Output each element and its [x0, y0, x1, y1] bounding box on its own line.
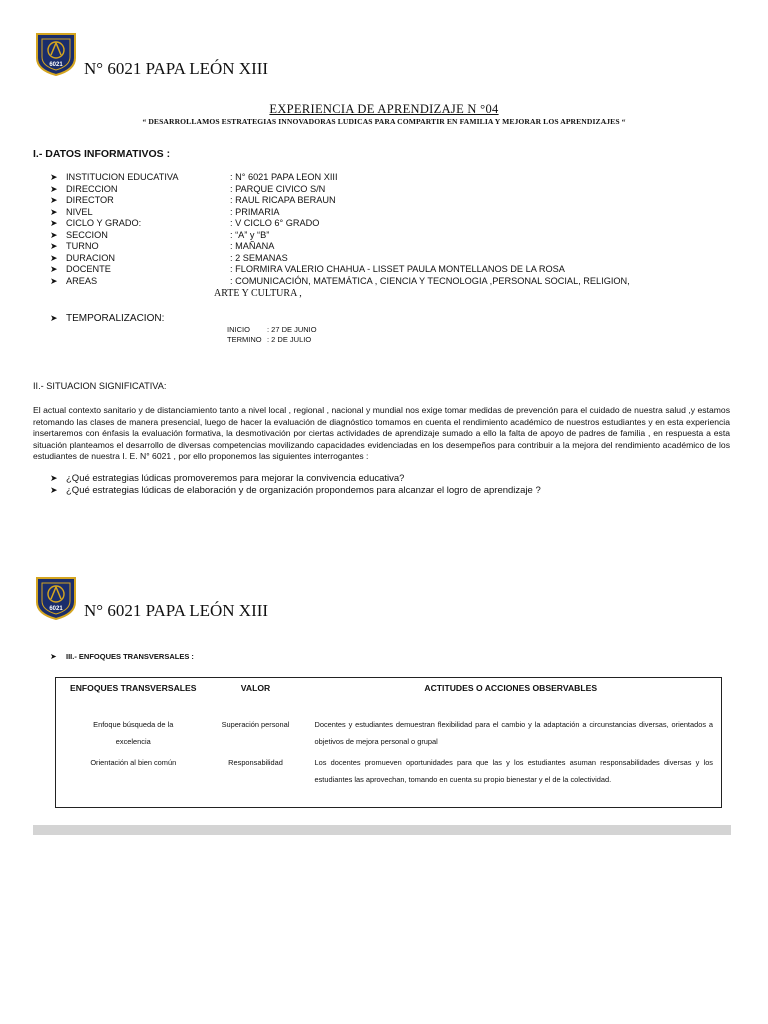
arrow-bullet-icon: ➤	[50, 206, 58, 217]
arrow-bullet-icon: ➤	[50, 275, 58, 286]
datos-label: AREAS	[66, 275, 98, 286]
actitudes-cell: Docentes y estudiantes demuestran flexibilidad para el cambio y la adaptación a circunstancias diversas, orientados a objetivos de mejora personal o grupal	[314, 719, 713, 746]
datos-row	[50, 183, 326, 196]
arrow-bullet-icon: ➤	[50, 172, 58, 182]
enfoques-heading: III.- ENFOQUES TRANSVERSALES :	[66, 652, 194, 661]
school-logo-2	[33, 574, 79, 625]
temporalizacion-label: TEMPORALIZACION:	[66, 313, 165, 324]
arrow-bullet-icon: ➤	[50, 183, 58, 194]
datos-label: NIVEL	[66, 206, 93, 217]
school-title: N° 6021 PAPA LEÓN XIII	[84, 59, 269, 78]
question-text: ¿Qué estrategias lúdicas de elaboración y de organización propondemos para alcanzar el logro de aprendizaje ?	[66, 485, 541, 496]
enfoque-cell: Orientación al bien común	[90, 757, 177, 767]
arrow-bullet-icon: ➤	[50, 252, 58, 263]
termino-value: : 2 DE JULIO	[267, 335, 312, 344]
datos-value: : PARQUE CIVICO S/N	[230, 183, 326, 194]
datos-label: DIRECTOR	[66, 195, 114, 205]
datos-label: SECCION	[66, 229, 108, 240]
experience-subtitle: “ DESARROLLAMOS ESTRATEGIAS INNOVADORAS LUDICAS PARA COMPARTIR EN FAMILIA Y MEJORAR LOS APRENDIZAJES “	[142, 117, 626, 126]
datos-value: : RAUL RICAPA BERAUN	[230, 195, 336, 205]
logo-number: 6021	[49, 62, 63, 68]
datos-value: : MAÑANA	[230, 241, 275, 251]
inicio-label: INICIO	[227, 325, 250, 334]
datos-label: TURNO	[66, 241, 99, 251]
situacion-paragraph: El actual contexto sanitario y de distanciamiento tanto a nivel local , regional , nacional y mundial nos exige tomar medidas de prevención para el cuidado de nuestra salud ,y estamos retomando las clases de manera presencial, luego de hacer la evaluación de diagnóstico tomamos en cuenta el rendimiento académico de nuestros estudiantes y en esta experiencia insertaremos con énfasis la evaluación formativa, la desmotivación por ciertas actividades de aprendizaje sumado a ello la falta de apoyo de padres de familia , en respuesta a esta situación planteamos el desarrollo de diversas competencias movilizando capacidades evidenciadas en los desempeños para contribuir a la mejora del rendimiento académico de los estudiantes de nuestra I. E. N° 6021 , por ello proponemos las siguientes interrogantes :	[33, 405, 730, 462]
areas-extra: ARTE Y CULTURA ,	[214, 288, 302, 299]
datos-label: DOCENTE	[66, 264, 111, 274]
temporalizacion-row	[50, 313, 164, 324]
termino-label: TERMINO	[227, 335, 262, 344]
question-item	[50, 473, 404, 484]
logo-number: 6021	[49, 606, 63, 612]
table-header-row	[56, 678, 722, 716]
inicio-value: : 27 DE JUNIO	[267, 325, 317, 334]
datos-row	[50, 195, 336, 207]
arrow-bullet-icon: ➤	[50, 313, 58, 323]
datos-value: : COMUNICACIÓN, MATEMÁTICA , CIENCIA Y TECNOLOGIA ,PERSONAL SOCIAL, RELIGION,	[230, 275, 630, 286]
experience-title: EXPERIENCIA DE APRENDIZAJE N °04	[269, 102, 499, 116]
datos-value: : FLORMIRA VALERIO CHAHUA - LISSET PAULA MONTELLANOS DE LA ROSA	[230, 264, 565, 274]
page-separator-bar	[33, 825, 731, 835]
dates-block	[227, 325, 317, 345]
datos-value: : 2 SEMANAS	[230, 252, 288, 263]
datos-label: DIRECCION	[66, 183, 118, 194]
school-crest-icon	[33, 30, 79, 76]
datos-row	[50, 206, 280, 219]
arrow-bullet-icon: ➤	[50, 652, 57, 661]
valor-cell: Responsabilidad	[228, 757, 283, 767]
arrow-bullet-icon: ➤	[50, 485, 58, 495]
arrow-bullet-icon: ➤	[50, 473, 58, 483]
table-row	[56, 716, 722, 754]
datos-row	[50, 229, 270, 242]
enfoques-table	[55, 677, 722, 808]
datos-row	[50, 264, 565, 276]
school-crest-icon	[33, 574, 79, 620]
actitudes-cell: Los docentes promueven oportunidades para que las y los estudiantes asuman responsabilidades diversas y los estudiantes las aprovechan, tomando en cuenta su propio bienestar y el de la colectividad.	[314, 757, 713, 784]
school-logo	[33, 30, 79, 81]
school-title-2: N° 6021 PAPA LEÓN XIII	[84, 601, 269, 620]
arrow-bullet-icon: ➤	[50, 218, 58, 228]
datos-value: : PRIMARIA	[230, 206, 280, 217]
table-row	[56, 754, 722, 808]
datos-row	[50, 252, 288, 265]
datos-value: : “A” y “B”	[230, 229, 270, 240]
datos-row	[50, 218, 320, 230]
enfoques-heading-row	[50, 646, 194, 664]
arrow-bullet-icon: ➤	[50, 241, 58, 251]
column-header-enfoques: ENFOQUES TRANSVERSALES	[69, 683, 197, 693]
arrow-bullet-icon: ➤	[50, 195, 58, 205]
question-item	[50, 485, 541, 496]
question-text: ¿Qué estrategias lúdicas promoveremos para mejorar la convivencia educativa?	[66, 473, 405, 484]
datos-label: INSTITUCION EDUCATIVA	[66, 172, 179, 182]
valor-cell: Superación personal	[221, 719, 290, 729]
datos-label: DURACION	[66, 252, 116, 263]
enfoque-cell: Enfoque búsqueda de la excelencia	[93, 719, 174, 746]
datos-value: : V CICLO 6° GRADO	[230, 218, 320, 228]
arrow-bullet-icon: ➤	[50, 264, 58, 274]
datos-label: CICLO Y GRADO:	[66, 218, 142, 228]
column-header-valor: VALOR	[240, 683, 271, 693]
datos-row	[50, 172, 338, 184]
situacion-heading: II.- SITUACION SIGNIFICATIVA:	[33, 381, 167, 391]
datos-value: : N° 6021 PAPA LEON XIII	[230, 172, 338, 182]
datos-row	[50, 241, 275, 253]
datos-heading: I.- DATOS INFORMATIVOS :	[33, 148, 171, 160]
column-header-actitudes: ACTITUDES O ACCIONES OBSERVABLES	[424, 683, 598, 693]
arrow-bullet-icon: ➤	[50, 229, 58, 240]
datos-row	[50, 275, 630, 288]
